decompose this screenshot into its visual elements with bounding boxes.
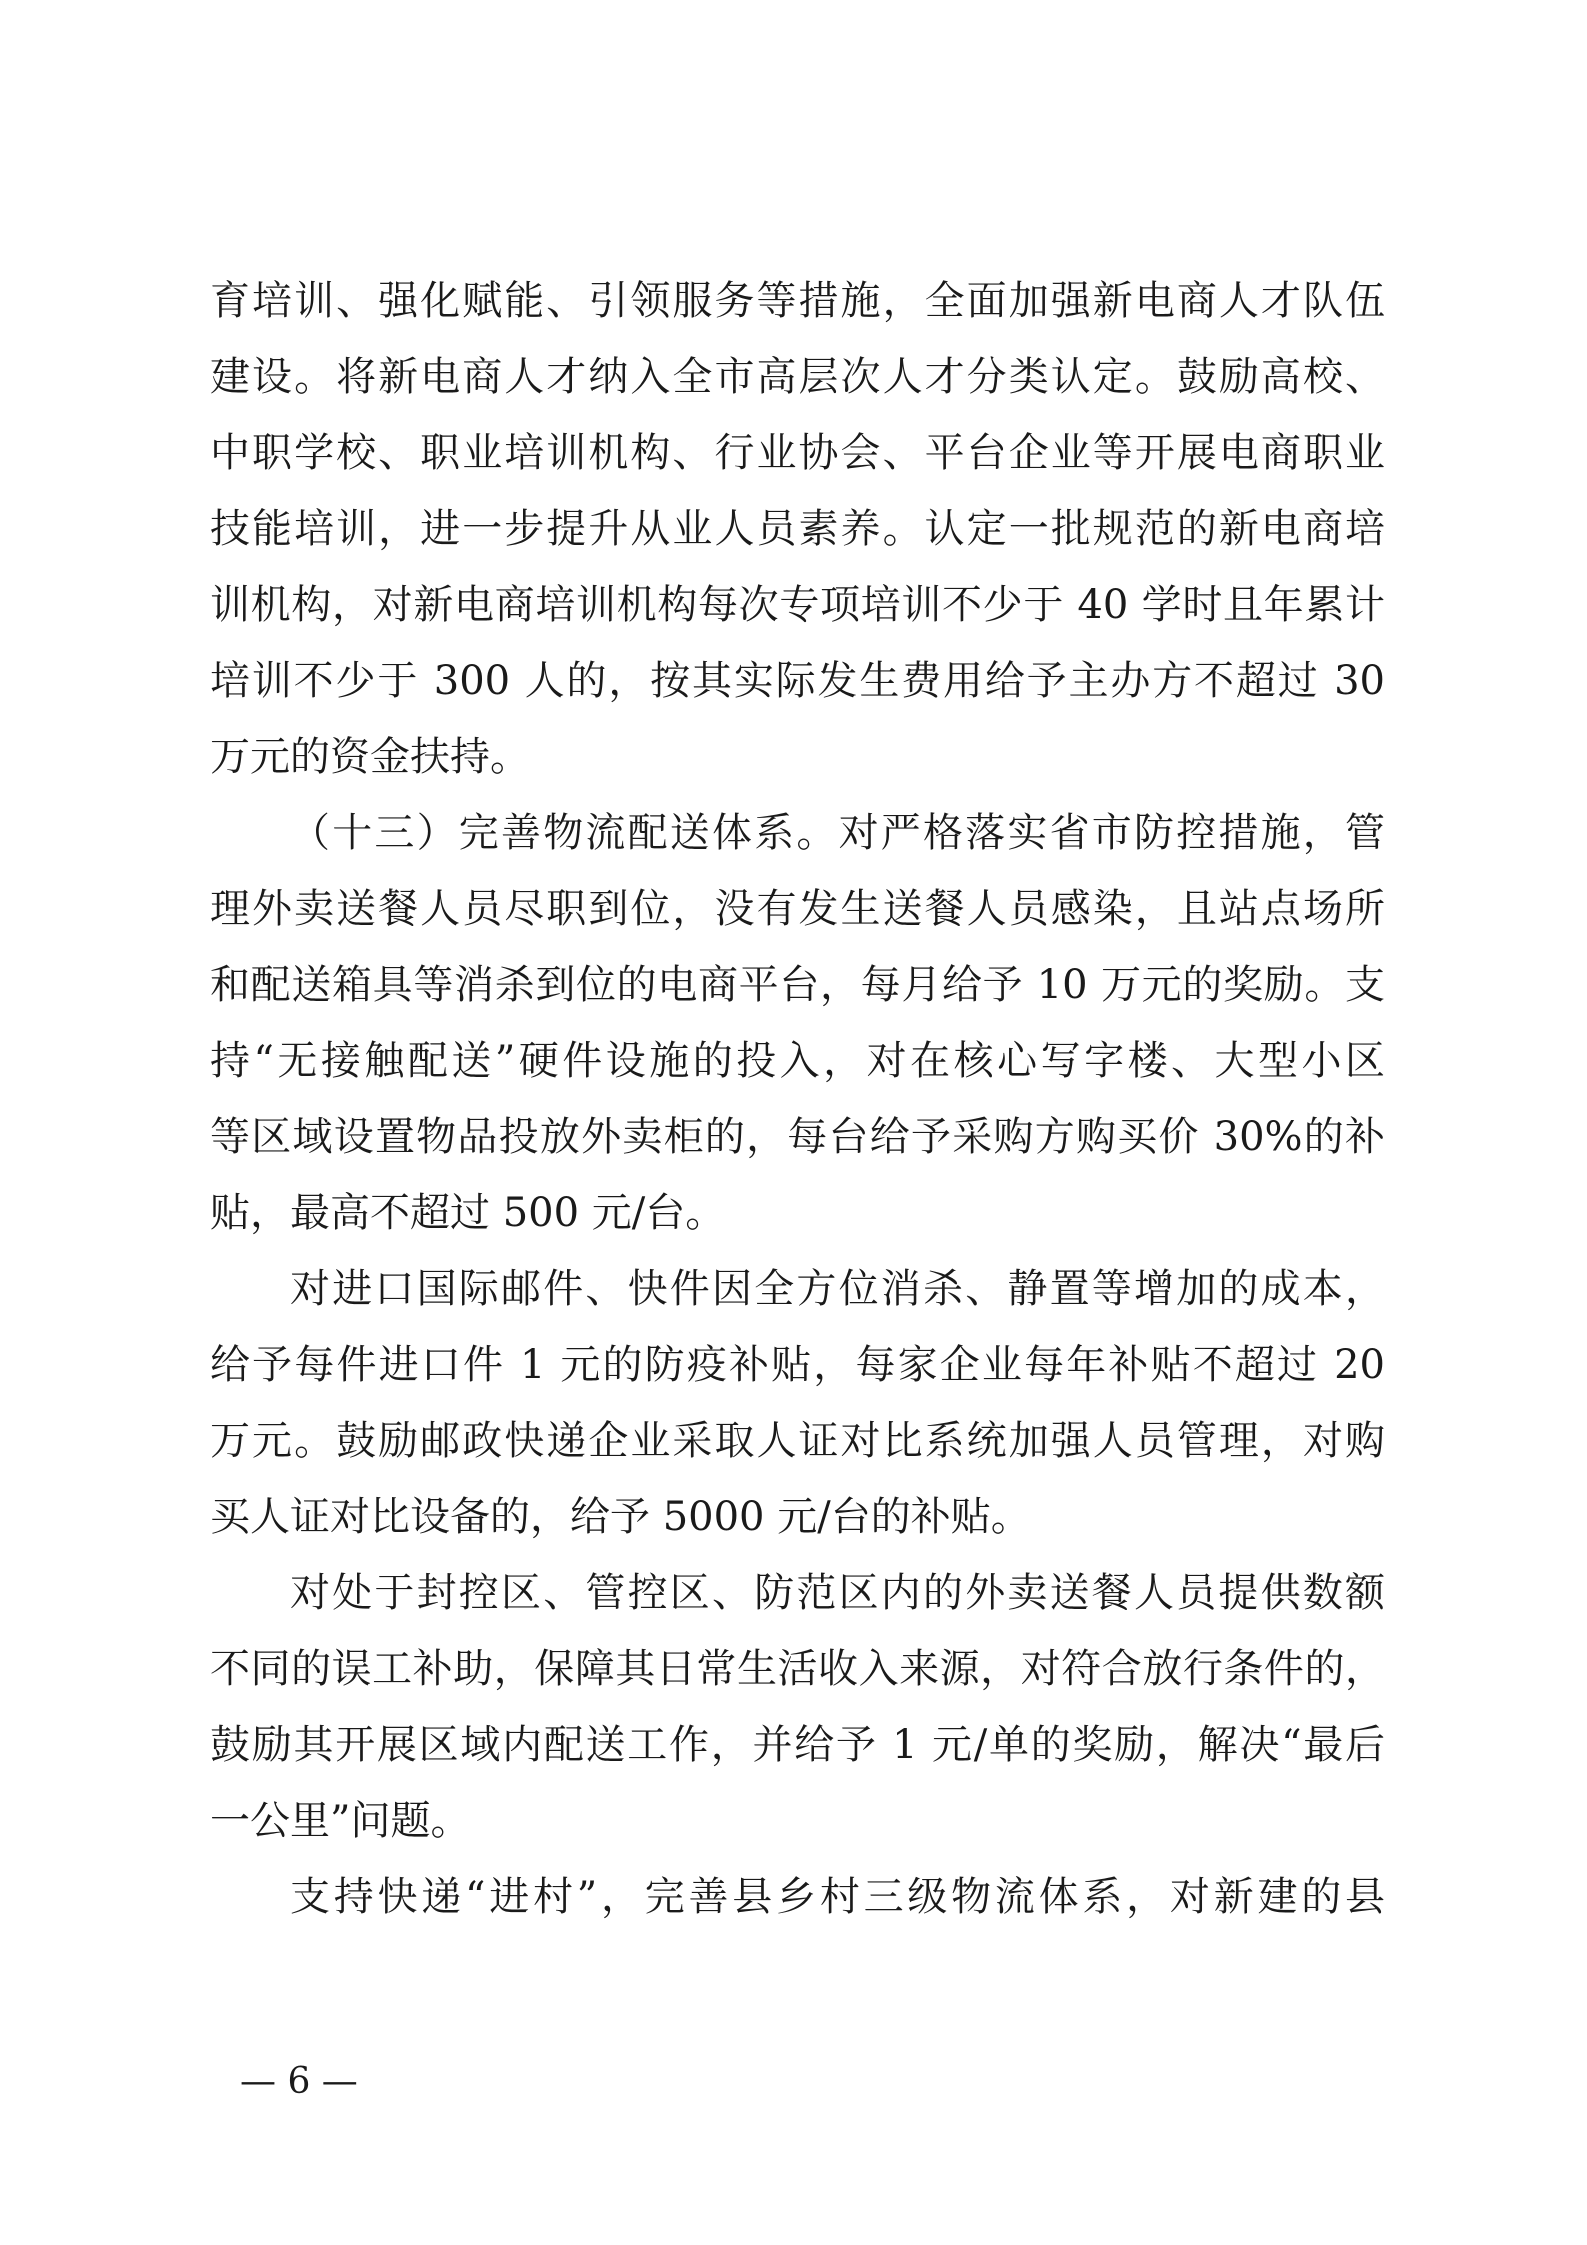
paragraph-3-line-1: 对进口国际邮件、快件因全方位消杀、静置等增加的成本， bbox=[290, 1266, 1385, 1312]
paragraph-2-line-6: 贴，最高不超过 500 元/台。 bbox=[210, 1190, 726, 1236]
paragraph-5-line-1: 支持快递“进村”，完善县乡村三级物流体系，对新建的县 bbox=[290, 1874, 1385, 1920]
paragraph-1-line-5: 训机构，对新电商培训机构每次专项培训不少于 40 学时且年累计 bbox=[210, 582, 1385, 628]
paragraph-1-line-3: 中职学校、职业培训机构、行业协会、平台企业等开展电商职业 bbox=[210, 430, 1385, 476]
paragraph-2-line-3: 和配送箱具等消杀到位的电商平台，每月给予 10 万元的奖励。支 bbox=[210, 962, 1385, 1008]
paragraph-3-line-4: 买人证对比设备的，给予 5000 元/台的补贴。 bbox=[210, 1494, 1031, 1540]
paragraph-1-line-7: 万元的资金扶持。 bbox=[210, 734, 530, 780]
paragraph-4-line-3: 鼓励其开展区域内配送工作，并给予 1 元/单的奖励，解决“最后 bbox=[210, 1722, 1385, 1768]
paragraph-1-line-2: 建设。将新电商人才纳入全市高层次人才分类认定。鼓励高校、 bbox=[210, 354, 1385, 400]
page-number: — 6 — bbox=[240, 2061, 358, 2102]
paragraph-4-line-4: 一公里”问题。 bbox=[210, 1798, 471, 1844]
paragraph-2-line-4: 持“无接触配送”硬件设施的投入，对在核心写字楼、大型小区 bbox=[210, 1038, 1385, 1084]
paragraph-2-line-1: （十三）完善物流配送体系。对严格落实省市防控措施，管 bbox=[290, 810, 1385, 856]
paragraph-2-line-2: 理外卖送餐人员尽职到位，没有发生送餐人员感染，且站点场所 bbox=[210, 886, 1385, 932]
paragraph-3-line-3: 万元。鼓励邮政快递企业采取人证对比系统加强人员管理，对购 bbox=[210, 1418, 1385, 1464]
paragraph-2-line-5: 等区域设置物品投放外卖柜的，每台给予采购方购买价 30%的补 bbox=[210, 1114, 1385, 1160]
paragraph-1-line-4: 技能培训，进一步提升从业人员素养。认定一批规范的新电商培 bbox=[210, 506, 1385, 552]
paragraph-1-line-6: 培训不少于 300 人的，按其实际发生费用给予主办方不超过 30 bbox=[210, 658, 1385, 704]
paragraph-4-line-2: 不同的误工补助，保障其日常生活收入来源，对符合放行条件的， bbox=[210, 1646, 1385, 1692]
paragraph-3-line-2: 给予每件进口件 1 元的防疫补贴，每家企业每年补贴不超过 20 bbox=[210, 1342, 1385, 1388]
paragraph-1-line-1: 育培训、强化赋能、引领服务等措施，全面加强新电商人才队伍 bbox=[210, 278, 1385, 324]
paragraph-4-line-1: 对处于封控区、管控区、防范区内的外卖送餐人员提供数额 bbox=[290, 1570, 1385, 1616]
